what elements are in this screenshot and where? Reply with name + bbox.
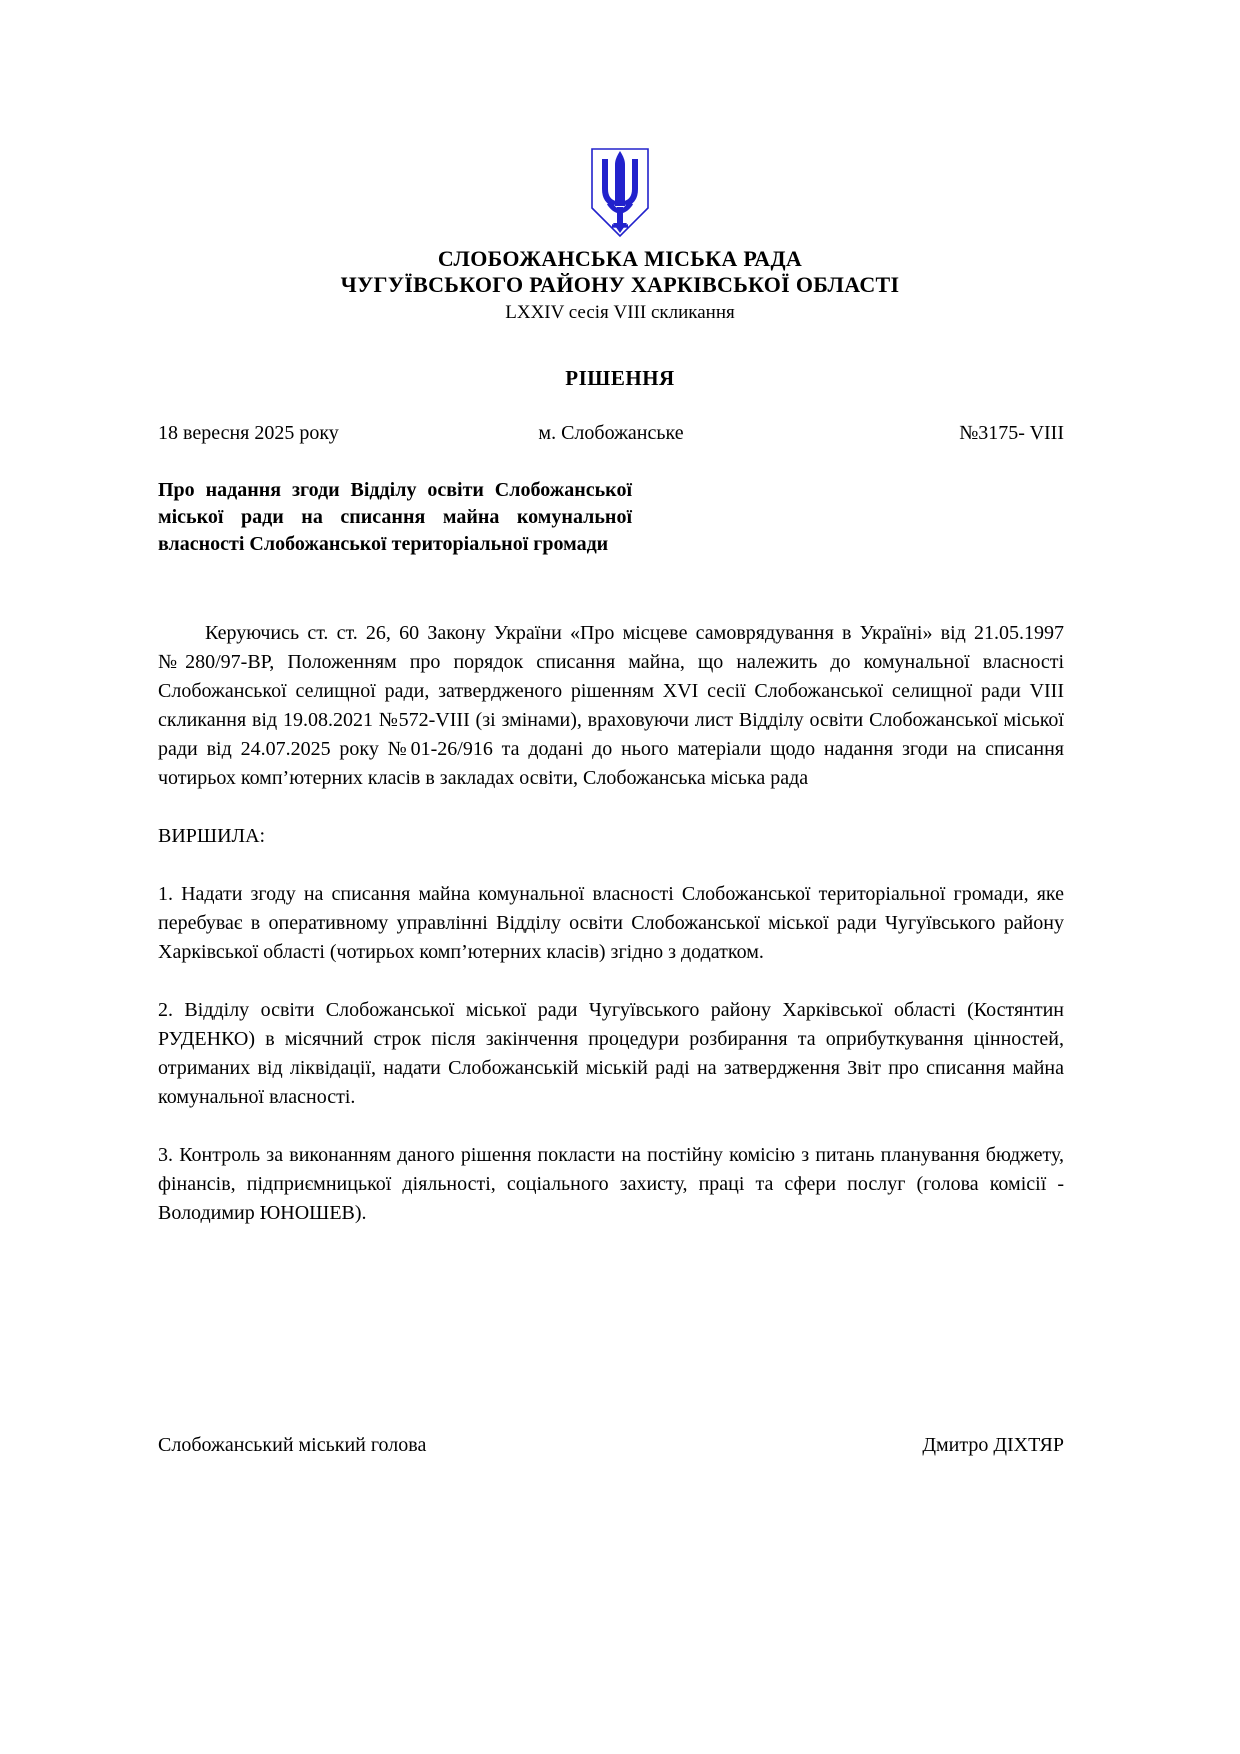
document-header: [0, 246, 1240, 325]
session-line: LXXIV сесія VIII скликання: [505, 302, 735, 323]
resolved-label: ВИРШИЛА:: [158, 825, 266, 847]
meta-date: 18 вересня 2025 року: [158, 422, 339, 444]
resolution-item-2: 2. Відділу освіти Слобожанської міської ради Чугуївського району Харківської області (Костянтин РУДЕНКО) в місячний строк після закінчення процедури розбирання та оприбуткування цінностей, отриманих від ліквідації, надати Слобожанській міській раді на затвердження Звіт про списання майна комунальної власності.: [158, 999, 1064, 1108]
subject-paragraph: Про надання згоди Відділу освіти Слобожанської міської ради на списання майна комунальної власності Слобожанської територіальної громади: [158, 479, 632, 555]
resolution-item-1: 1. Надати згоду на списання майна комунальної власності Слобожанської територіальної громади, яке перебуває в оперативному управлінні Відділу освіти Слобожанської міської ради Чугуївського району Харківської області (чотирьох комп’ютерних класів) згідно з додатком.: [158, 883, 1064, 963]
resolution-item-3: 3. Контроль за виконанням даного рішення покласти на постійну комісію з питань планування бюджету, фінансів, підприємницької діяльності, соціального захисту, праці та сфери послуг (голова комісії - Володимир ЮНОШЕВ).: [158, 1144, 1064, 1224]
signer-name: Дмитро ДІХТЯР: [922, 1434, 1064, 1456]
council-name: СЛОБОЖАНСЬКА МІСЬКА РАДА: [437, 246, 803, 271]
meta-place: м. Слобожанське: [538, 422, 684, 444]
meta-row: [158, 422, 1064, 445]
district-name: ЧУГУЇВСЬКОГО РАЙОНУ ХАРКІВСЬКОЇ ОБЛАСТІ: [340, 272, 900, 297]
meta-number: №3175- VIII: [959, 422, 1064, 444]
signature-row: [158, 1434, 1064, 1457]
signer-position: Слобожанський міський голова: [158, 1434, 427, 1456]
ukraine-trident-emblem: [588, 146, 652, 240]
document-title: РІШЕННЯ: [565, 366, 675, 390]
preamble-paragraph: Керуючись ст. ст. 26, 60 Закону України «Про місцеве самоврядування в Україні» від 21.05.1997 №280/97-ВР, Положенням про порядок списання майна, що належить до комунальної власності Слобожанської селищної ради, затвердженого рішенням XVI сесії Слобожанської селищної ради VIII скликання від 19.08.2021 №572-VIII (зі змінами), враховуючи лист Відділу освіти Слобожанської міської ради від 24.07.2025 року №01-26/916 та додані до нього матеріали щодо надання згоди на списання чотирьох комп’ютерних класів в закладах освіти, Слобожанська міська рада: [158, 622, 1064, 789]
document-body: [158, 619, 1064, 1228]
